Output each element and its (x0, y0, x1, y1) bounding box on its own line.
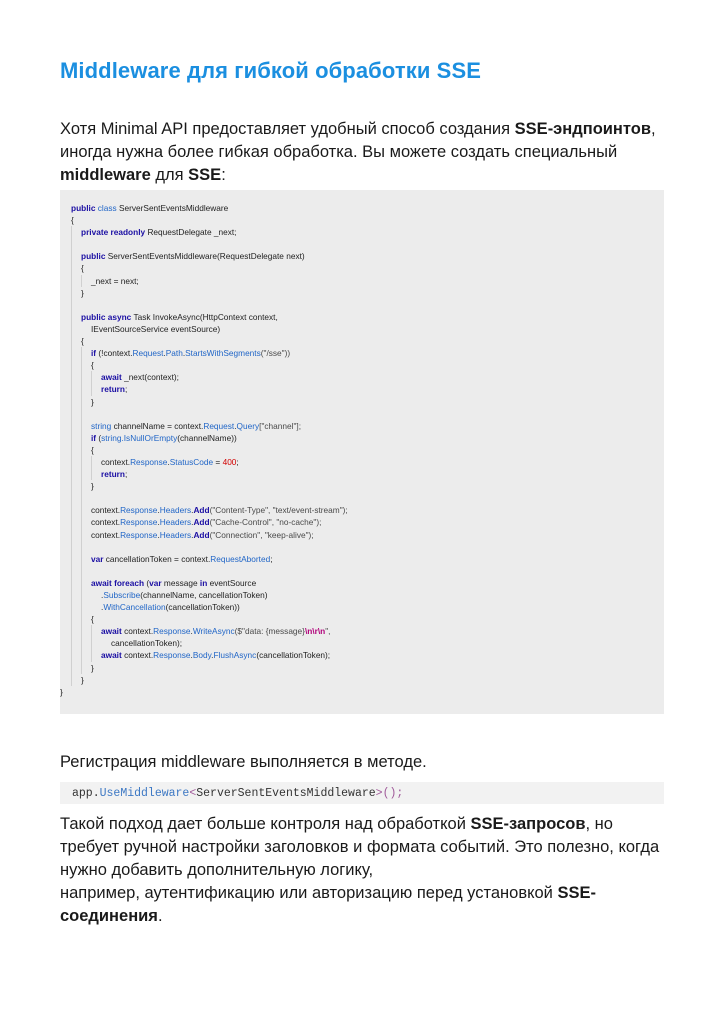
code-line: public class ServerSentEventsMiddleware (71, 203, 229, 213)
code-line: return; (60, 383, 348, 395)
code-line: { (60, 613, 348, 625)
code-line: _next = next; (60, 275, 348, 287)
code-line: context.Response.Headers.Add("Content-Type", "text/event-stream"); (60, 504, 348, 516)
code-line (60, 408, 348, 420)
code-line: var cancellationToken = context.RequestAborted; (60, 553, 348, 565)
code-line: cancellationToken); (60, 637, 348, 649)
code-line (60, 492, 348, 504)
code-listing (60, 202, 348, 698)
code-line: await context.Response.Body.FlushAsync(cancellationToken); (60, 649, 348, 661)
code-block (60, 190, 664, 714)
code-line: { (60, 359, 348, 371)
code-line: await foreach (var message in eventSource (60, 577, 348, 589)
code-line: if (string.IsNullOrEmpty(channelName)) (60, 432, 348, 444)
code-line: await _next(context); (60, 371, 348, 383)
code-line: context.Response.Headers.Add("Connection", "keep-alive"); (60, 529, 348, 541)
code-line: } (60, 674, 348, 686)
code-line (60, 299, 348, 311)
registration-text: Регистрация middleware выполняется в методе. (60, 753, 427, 771)
code-line: return; (60, 468, 348, 480)
code-line: public async Task InvokeAsync(HttpContext context, (60, 311, 348, 323)
page-title: Middleware для гибкой обработки SSE (60, 58, 482, 83)
code-line: } (60, 686, 63, 697)
code-line (60, 238, 348, 250)
code-line: context.Response.Headers.Add("Cache-Control", "no-cache"); (60, 516, 348, 528)
intro-paragraph: Хотя Minimal API предоставляет удобный способ создания SSE-эндпоинтов, иногда нужна более гибкая обработка. Вы можете создать специальный middleware для SSE: (60, 120, 656, 184)
code-line: } (60, 396, 348, 408)
code-line (60, 541, 348, 553)
code-line: .WithCancellation(cancellationToken)) (60, 601, 348, 613)
code-line (60, 565, 348, 577)
registration-code (60, 782, 664, 804)
code-line: string channelName = context.Request.Query["channel"]; (60, 420, 348, 432)
code-line: } (60, 662, 348, 674)
code-line: } (60, 287, 348, 299)
code-line: { (60, 335, 348, 347)
code-line: private readonly RequestDelegate _next; (60, 226, 348, 238)
code-line: public ServerSentEventsMiddleware(RequestDelegate next) (60, 250, 348, 262)
code-line: await context.Response.WriteAsync($"data: {message}\n\r\n", (60, 625, 348, 637)
code-line: { (71, 215, 74, 226)
code-line: .Subscribe(channelName, cancellationToken) (60, 589, 348, 601)
code-line: { (60, 262, 348, 274)
code-line: } (60, 480, 348, 492)
code-line: IEventSourceService eventSource) (60, 323, 348, 335)
registration-code-line: app.UseMiddleware<ServerSentEventsMiddleware>(); (72, 787, 404, 800)
outro-paragraph: Такой подход дает больше контроля над обработкой SSE-запросов, но требует ручной настройки заголовков и формата событий. Это полезно, когда нужно добавить дополнительную логику, например, аутентификацию или авторизацию перед установкой SSE-соединения. (60, 815, 660, 925)
code-line: { (60, 444, 348, 456)
code-line: context.Response.StatusCode = 400; (60, 456, 348, 468)
code-line: if (!context.Request.Path.StartsWithSegments("/sse")) (60, 347, 348, 359)
